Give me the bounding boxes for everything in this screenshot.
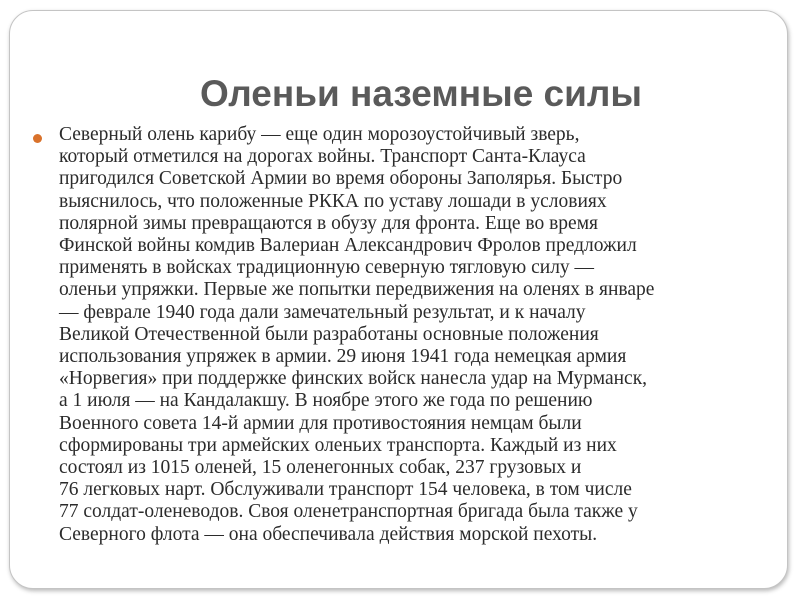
slide-title: Оленьи наземные силы <box>200 73 642 114</box>
slide-body-text: Северный олень карибу — еще один морозоустойчивый зверь, который отметился на дорогах войны. Транспорт Санта-Клауса пригодился Советской Армии во время обороны Заполярья. Быстро выяснилось, что положенные РККА по уставу лошади в условиях полярной зимы превращаются в обузу для фронта. Еще во время Финской войны комдив Валериан Александрович Фролов предложил применять в войсках традиционную северную тягловую силу — оленьи упряжки. Первые же попытки передвижения на оленях в январе — феврале 1940 года дали замечательный результат, и к началу Великой Отечественной были разработаны основные положения использования упряжек в армии. 29 июня 1941 года немецкая армия «Норвегия» при поддержке финских войск нанесла удар на Мурманск, а 1 июля — на Кандалакшу. В ноябре этого же года по решению Военного совета 14-й армии для противостояния немцам были сформированы три армейских оленьих транспорта. Каждый из них состоял из 1015 оленей, 15 оленегонных собак, 237 грузовых и 76 легковых нарт. Обслуживали транспорт 154 человека, в том числе 77 солдат-оленеводов. Своя оленетранспортная бригада была также у Северного флота — она обеспечивала действия морской пехоты. <box>59 124 655 545</box>
bullet-point-icon <box>33 134 42 143</box>
